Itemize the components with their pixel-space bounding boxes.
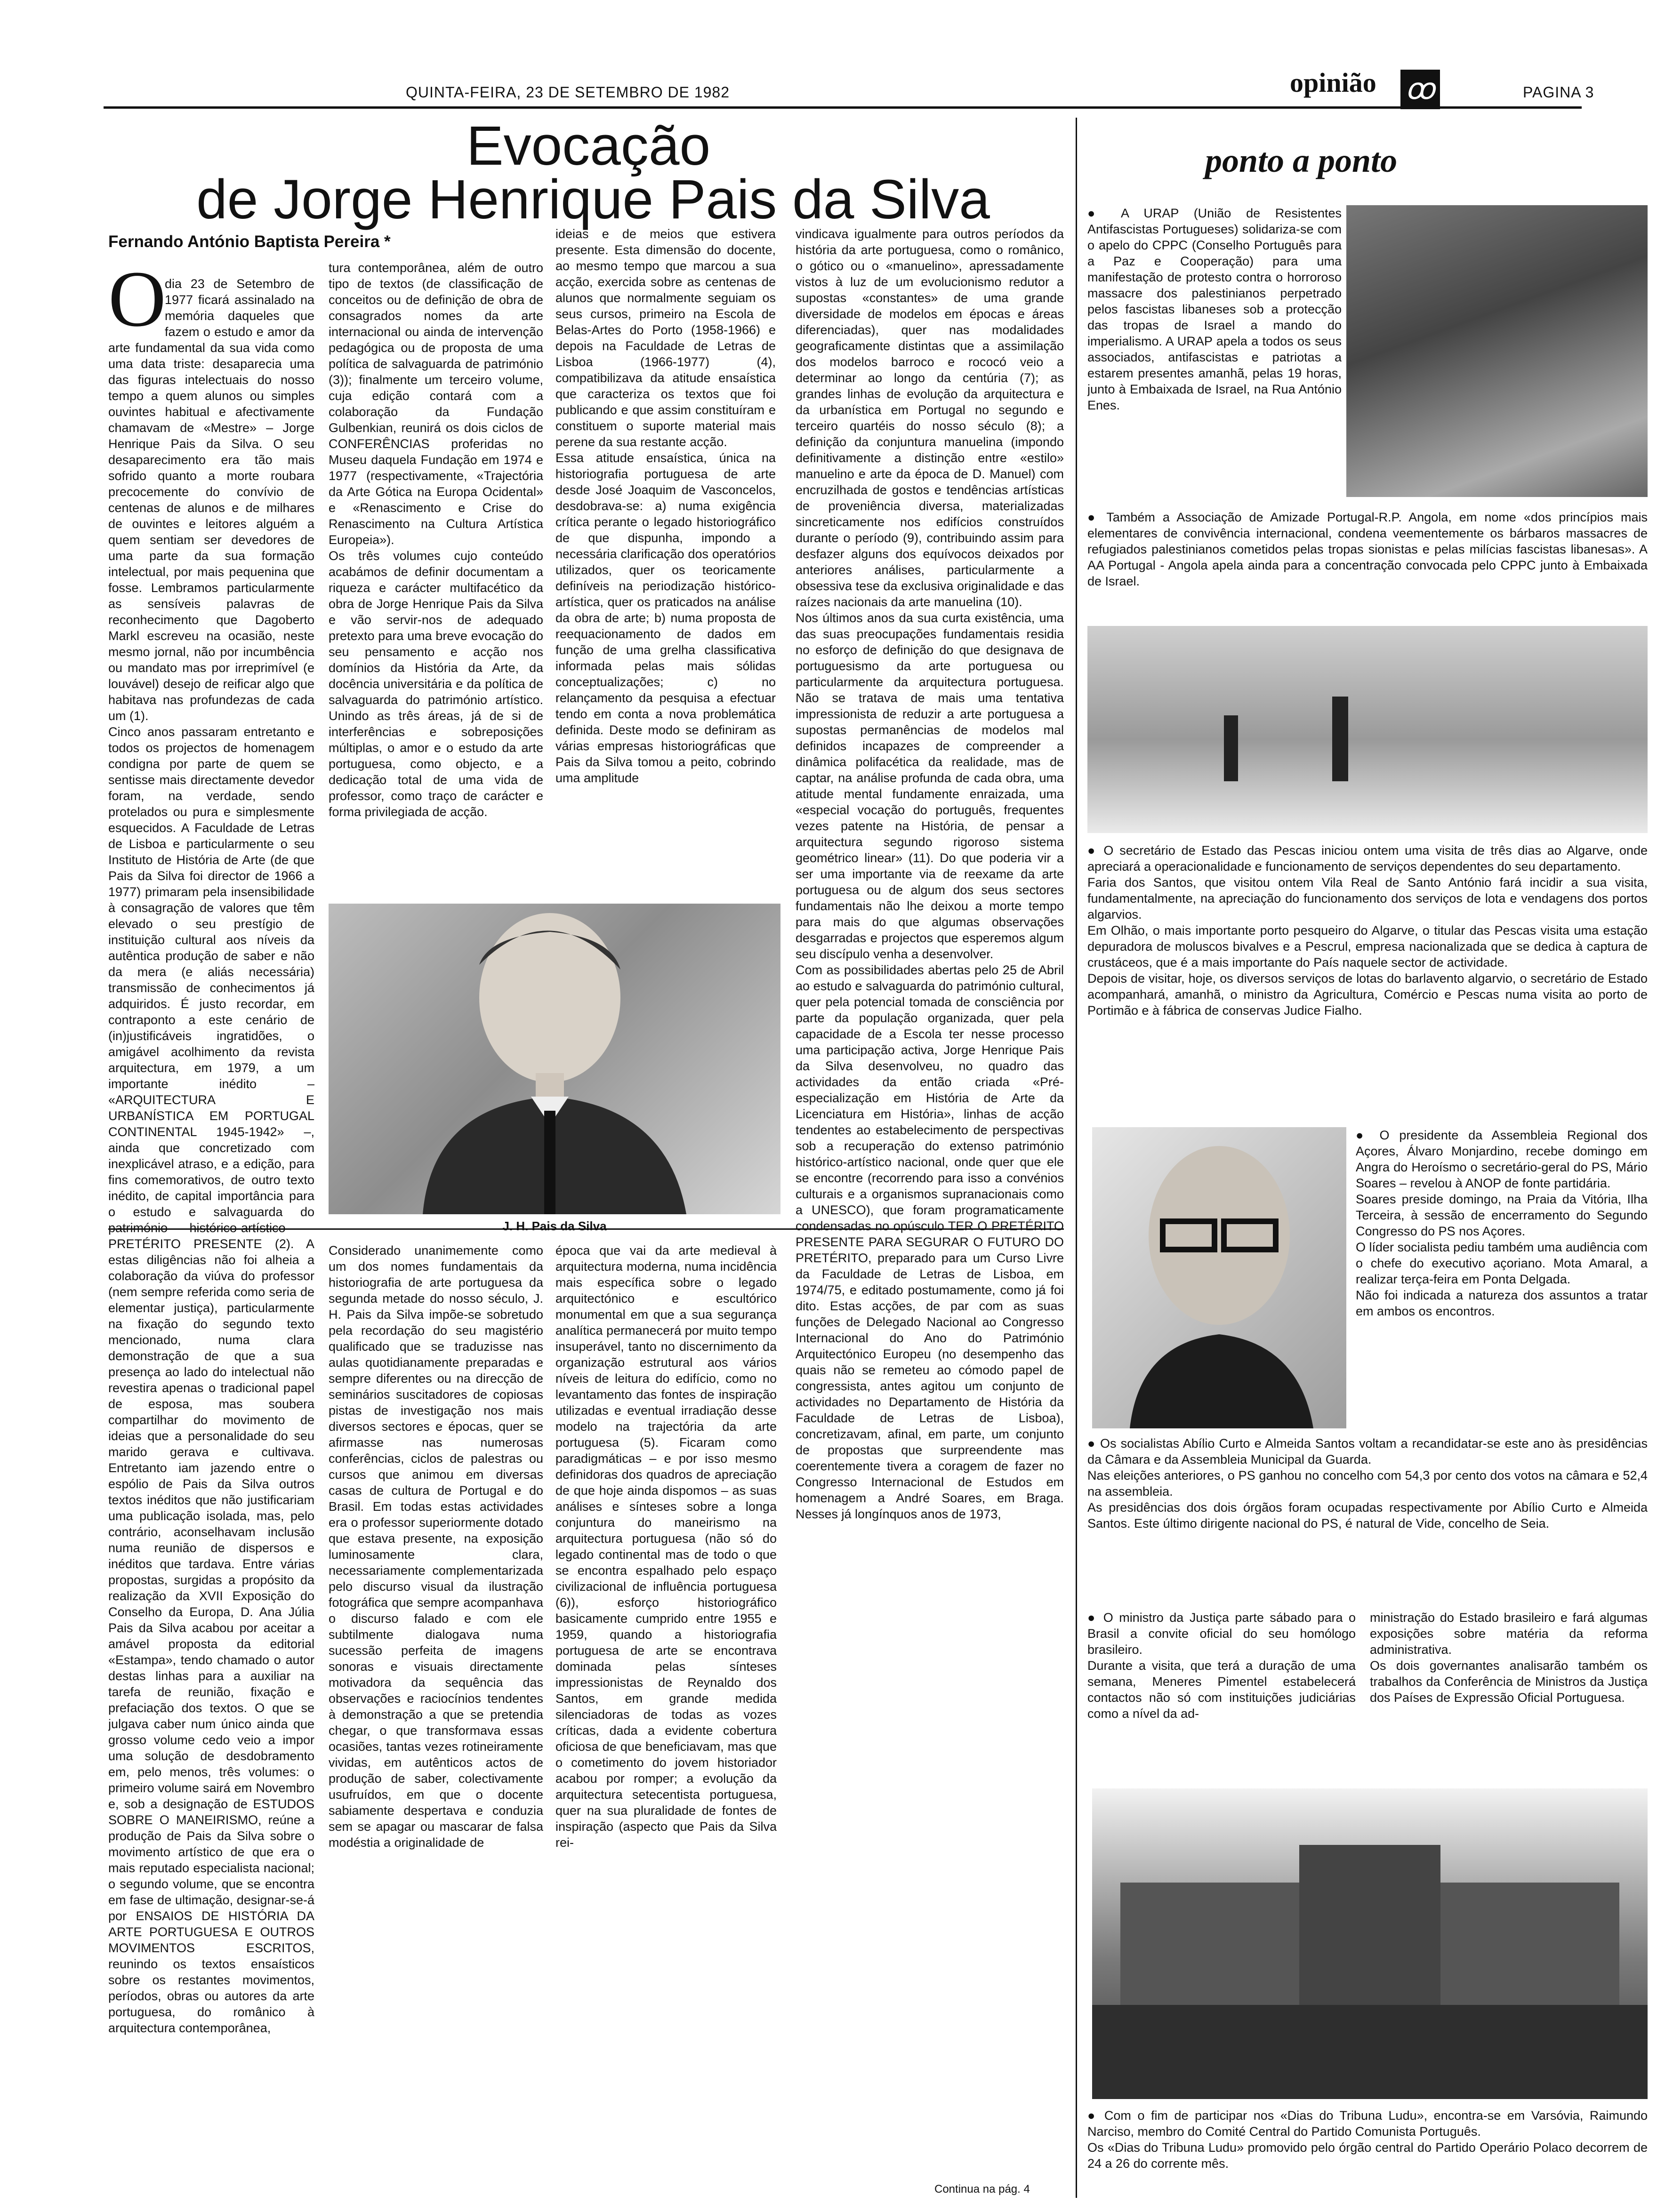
news-item-warsaw: ● Com o fim de participar nos «Dias do Tribuna Ludu», encontra-se em Varsóvia, Raimundo Narciso, membro do Comité Central do Partido Comunista Português. Os «Dias do Tribuna Ludu» promovido pelo órgão central do Partido Operário Polaco decorrem de 24 a 26 do corrente mês.	[1087, 2108, 1648, 2202]
article-column-3: ideias e de meios que estivera presente. Esta dimensão do docente, ao mesmo tempo que marcou a sua acção, exercida sobre as centenas de alunos que normalmente seguiam os seus cursos, primeiro na Escola de Belas-Artes do Porto (1958-1966) e depois na Faculdade de Letras de Lisboa (1966-1977) (4), compatibilizava da atitude ensaística que caracteriza os textos que foi publicando e que assim constituíram e constituem o suporte material mais perene da sua restante acção. Essa atitude ensaística, única na historiografia portuguesa de arte desde José Joaquim de Vasconcelos, desdobrava-se: a) numa exigência crítica perante o legado historiográfico de que dispunha, impondo a necessária clarificação dos operatórios utilizados, quer os teoricamente definíveis na periodização histórico-artística, quer os praticados na análise da obra de arte; b) numa proposta de reequacionamento de dados em função de uma grelha classificativa informada pelas mais sólidas conceptualizações; c) no relançamento da pesquisa a efectuar tendo em conta a nova problemática definida. Deste modo se definiram as várias empresas historiográficas que Pais da Silva tomou a peito, cobrindo uma amplitude	[555, 227, 776, 785]
article-column-2: tura contemporânea, além de outro tipo de textos (de classificação de conceitos ou de definição de obra de consagrados nomes da arte internacional ou ainda de intervenção pedagógica ou de proposta de uma política de salvaguarda de património (3)); finalmente um terceiro volume, cuja edição contará com a colaboração da Fundação Gulbenkian, reunirá os dois ciclos de CONFERÊNCIAS proferidas no Museu daquela Fundação em 1974 e 1977 (respectivamente, «Trajectória da Arte Gótica na Europa Ocidental» e «Renascimento e Crise do Renascimento na Cultura Artística Europeia»). Os três volumes cujo conteúdo acabámos de definir documentam a riqueza e carácter multifacético da obra de Jorge Henrique Pais da Silva e vão servir-nos de adequado pretexto para uma breve evocação do seu pensamento e acção nos domínios da História da Arte, da docência universitária e da política de salvaguarda do património artístico. Unindo as três áreas, já de si de interferências e sobreposições múltiplas, o amor e o estudo da arte portuguesa, como objecto, e a dedicação total de uma vida de professor, como traço de carácter e forma privilegiada de acção.	[329, 261, 543, 819]
portrait-photo	[329, 904, 780, 1214]
palace-illustration	[1092, 1788, 1648, 2099]
article-title-line1: Evocação	[466, 115, 711, 177]
issue-date: QUINTA-FEIRA, 23 DE SETEMBRO DE 1982	[406, 84, 730, 101]
news-item-justice-minister: ● O ministro da Justiça parte sábado para o Brasil a convite oficial do seu homólogo brasileiro. Durante a visita, que terá a duração de uma semana, Meneres Pimentel estabelecerá contactos não só com instituições judiciárias como a nível da ad-	[1087, 1610, 1356, 1779]
fishermen-illustration	[1087, 626, 1648, 833]
header-rule	[104, 106, 1582, 109]
news-item-urap: ● A URAP (União de Resistentes Antifascistas Portugueses) solidariza-se com o apelo do CPPC (Conselho Português para a Paz e Cooperação) para uma manifestação de protesto contra o horroroso massacre dos palestinianos perpetrado pelos fascistas libaneses sob a protecção das tropas de Israel a mando do imperialismo. A URAP apela a todos os seus associados, antifascistas e patriotas a estarem presentes amanhã, pelas 19 horas, junto à Embaixada de Israel, na Rua António Enes.	[1087, 205, 1342, 511]
article-byline: Fernando António Baptista Pereira *	[108, 232, 391, 251]
article-column-3-bottom: época que vai da arte medieval à arquitectura moderna, numa incidência mais específica sobre o legado arquitectónico e escultórico monumental em que a sua segurança analítica permanecerá por muito tempo insuperável, tanto no discernimento da organização estrutural aos vários níveis de leitura do edifício, como no levantamento das fontes de inspiração utilizadas e eventual irradiação desse modelo na trajectória da arte portuguesa (5). Ficaram como paradigmáticas – e por isso mesmo definidoras dos quadros de apreciação de que hoje ainda dispomos – as suas análises e sínteses sobre a longa conjuntura do maneirismo na arquitectura portuguesa (não só do legado continental mas de todo o que se encontra espalhado pelo espaço civilizacional de influência portuguesa (6)), esforço historiográfico basicamente cumprido entre 1955 e 1959, quando a historiografia portuguesa de arte se encontrava dominada pelas sínteses impressionistas de Reynaldo dos Santos, em grande medida silenciadoras de todas as vozes críticas, dada a evidente cobertura oficiosa de que beneficiavam, mas que o cometimento do jovem historiador acabou por romper; a evolução da arquitectura setecentista portuguesa, quer na sua pluralidade de fontes de inspiração (aspecto que Pais da Silva rei-	[555, 1243, 777, 1850]
sidebar-divider	[1076, 118, 1077, 2198]
newspaper-logo-icon: ꝏ	[1400, 70, 1440, 109]
article-column-4: vindicava igualmente para outros períodos da história da arte portuguesa, como o românico, o gótico ou o «manuelino», apressadamente vistos à luz de um evolucionismo redutor a supostas «constantes» de uma grande diversidade de modelos em épocas e áreas diferenciadas), quer nas modalidades geograficamente distintas que a assimilação dos modelos barroco e rococó veio a determinar ao longo da centúria (7); as grandes linhas de evolução da arquitectura e da urbanística em Portugal no segundo e terceiro quartéis do nosso século (8); a definição da conjuntura manuelina (impondo definitivamente a distinção entre «estilo» manuelino e arte da época de D. Manuel) com encruzilhada de gostos e tendências artísticas de proveniência diversa, materializadas sincreticamente nos edifícios construídos durante o período (9), contribuindo assim para desfazer alguns dos equívocos deixados por anteriores análises, particularmente a obsessiva tese da exclusiva originalidade e das raízes nacionais da arte manuelina (10). Nos últimos anos da sua curta existência, uma das suas preocupações fundamentais residia no esforço de definição do que designava de portuguesismo da arte portuguesa ou particularmente da arquitectura portuguesa. Não se tratava de mais uma tentativa impressionista de reduzir a arte portuguesa a supostas permanências de modelos mal definidos incapazes de compreender a dinâmica polifacética da realidade, mas de captar, na análise profunda de cada obra, uma atitude mental fundamente enraizada, uma «especial vocação do português, frequentes vezes patente na História, de pensar a arquitectura segundo rigoroso sistema geométrico linear» (11). Do que poderia vir a ser uma importante via de reexame da arte portuguesa ou de algum dos seus sectores fundamentais não lhe deixou a morte tempo para mais do que algumas observações desgarradas e projectos que esperemos algum seu discípulo venha a desenvolver. Com as possibilidades abertas pelo 25 de Abril ao estudo e salvaguarda do património cultural, quer pela potencial tomada de consciência por parte da população organizada, quer pela capacidade de a Escola ter nesse processo uma participação activa, Jorge Henrique Pais da Silva desenvolveu, no quadro das actividades da então criada «Pré-especialização em História de Arte da Licenciatura em História», linhas de acção tendentes ao estabelecimento de perspectivas sob a recuperação do extenso património histórico-artístico nacional, onde quer que ele se encontre (recorrendo para isso a convénios culturais e a organismos supranacionais como a UNESCO), que foram programaticamente condensadas no opúsculo TER O PRETÉRITO PRESENTE PARA SEGURAR O FUTURO DO PRETÉRITO, preparado para um Curso Livre da Faculdade de Letras de Lisboa, em 1974/75, e editado postumamente, como já foi dito. Estas acções, de par com as suas funções de Delegado Nacional ao Congresso Internacional do Ano do Património Arquitectónico Europeu (no desempenho das quais não se remeteu ao cómodo papel de congressista, antes agitou um conjunto de actividades no Departamento de História da Faculdade de Letras de Lisboa), concretizavam, afinal, em parte, um conjunto de propostas que surpreendente mas coerentemente tivera a coragem de fazer no Congresso Internacional de Estudos em homenagem a André Soares, em Braga. Nesses já longínquos anos de 1973,	[796, 227, 1064, 1521]
drop-cap: O	[108, 255, 166, 343]
article-column-2-bottom: Considerado unanimemente como um dos nomes fundamentais da historiografia de arte portuguesa da segunda metade do nosso século, J. H. Pais da Silva impõe-se sobretudo pela recordação do seu magistério qualificado que se traduzisse nas aulas quotidianamente preparadas e sempre diferentes ou na direcção de seminários suscitadores de copiosas pistas de investigação nos mais diversos sectores e épocas, quer se afirmasse nas numerosas conferências, ciclos de palestras ou cursos que animou em diversas casas de cultura de Portugal e do Brasil. Em todas estas actividades era o professor superiormente dotado que estava presente, na exposição luminosamente clara, necessariamente complementarizada pelo discurso visual da ilustração fotográfica que sempre acompanhava o discurso falado e com ele subtilmente dialogava numa sucessão perfeita de imagens sonoras e visuais directamente motivadora da sequência das observações e raciocínios tendentes à demonstração a que se pretendia chegar, o que transformava essas ocasiões, tantas vezes rotineiramente vividas, em autênticos actos de produção de saber, colectivamente usufruídos, em que o docente sabiamente despertava e conduzia sem se apagar ou mascarar de falsa modéstia a originalidade de	[329, 1243, 543, 1850]
photo-caption: J. H. Pais da Silva	[502, 1219, 607, 1233]
portrait-illustration	[329, 904, 780, 1214]
news-item-angola-association: ● Também a Associação de Amizade Portugal-R.P. Angola, em nome «dos princípios mais elementares de convivência internacional, condena veementemente os bárbaros massacres de refugiados palestinianos cometidos pelas tropas sionistas e pelas milícias fascistas libanesas». A AA Portugal - Angola apela ainda para a concentração convocada pelo CPPC junto à Embaixada de Israel.	[1087, 509, 1648, 613]
politician-illustration	[1092, 1127, 1346, 1428]
sidebar-title: ponto a ponto	[1205, 142, 1398, 179]
news-item-azores: ● O presidente da Assembleia Regional dos Açores, Álvaro Monjardino, recebe domingo em Angra do Heroísmo o secretário-geral do PS, Mário Soares – revelou à ANOP de fonte partidária. Soares preside domingo, na Praia da Vitória, Ilha Terceira, à sessão de encerramento do Segundo Congresso do PS nos Açores. O líder socialista pediu também uma audiência com o chefe do executivo açoriano. Mota Amaral, a realizar terça-feira em Ponta Delgada. Não foi indicada a natureza dos assuntos a tratar em ambos os encontros.	[1356, 1127, 1648, 1428]
fishing-photo	[1087, 626, 1648, 833]
article-title-line2: de Jorge Henrique Pais da Silva	[196, 168, 990, 231]
section-title: opinião	[1290, 67, 1376, 98]
news-item-fisheries: ● O secretário de Estado das Pescas iniciou ontem uma visita de três dias ao Algarve, onde apreciará a operacionalidade e funcionamento de serviços dependentes do seu departamento. Faria dos Santos, que visitou ontem Vila Real de Santo António fará incidir a sua visita, fundamentalmente, na apreciação do funcionamento dos serviços de lota e vendagens dos portos algarvios. Em Olhão, o mais importante porto pesqueiro do Algarve, o titular das Pescas visita uma estação depuradora de moluscos bivalves e a Pescrul, empresa nacionalizada que se dedica à captura de crustáceos, que é a mais importante do País naquele sector de actividade. Depois de visitar, hoje, os diversos serviços de lotas do barlavento algarvio, o secretário de Estado acompanhará, amanhã, o ministro da Agricultura, Comércio e Pescas numa visita ao porto de Portimão e à fábrica de conservas Judice Fialho.	[1087, 842, 1648, 1120]
column-1-text: dia 23 de Setembro de 1977 ficará assinalado na memória daqueles que fazem o estudo e amor da arte fundamental da sua vida como uma data triste: desaparecia uma das figuras intelectuais do nosso tempo a quem alunos ou simples ouvintes habitual e afectivamente chamavam de «Mestre» – Jorge Henrique Pais da Silva. O seu desaparecimento era tão mais sofrido quanto a morte roubara precocemente do convívio de centenas de alunos e de milhares de ouvintes e leitores alguém a quem sentiam ser devedores de uma parte da sua formação intelectual, por mais pequenina que fosse. Lembramos particularmente as sensíveis palavras de reconhecimento que Dagoberto Markl escreveu na ocasião, neste mesmo jornal, não por incumbência ou mandato mas por irreprimível (e louvável) desejo de reificar algo que habitava nas profundezas de cada um (1). Cinco anos passaram entretanto e todos os projectos de homenagem condigna por parte de quem se sentisse mais directamente devedor foram, na verdade, sendo protelados ou pura e simplesmente esquecidos. A Faculdade de Letras de Lisboa e particularmente o seu Instituto de História de Arte (de que Pais da Silva foi director de 1966 a 1977) primaram pela insensibilidade à consagração de valores que têm elevado o seu prestígio de instituição cultural aos níveis da autêntica produção de saber e não da mera (e aliás necessária) transmissão de conhecimentos já adquiridos. É justo recordar, em contraponto a este cenário de (in)justificáveis ingratidões, o amigável acolhimento da revista arquitectura, em 1979, a um importante inédito – «ARQUITECTURA E URBANÍSTICA EM PORTUGAL CONTINENTAL 1945-1942» –, ainda que concretizado com inexplicável atraso, e a edição, para fins comemorativos, de outro texto inédito, de capital importância para o estudo e salvaguarda do património histórico-artístico – PRETÉRITO PRESENTE (2). A estas diligências não foi alheia a colaboração da viúva do professor (nem sempre referida como seria de elementar justiça), particularmente na fixação do segundo texto mencionado, numa clara demonstração de que a sua presença ao lado do intelectual não revestira apenas o tradicional papel de esposa, mas soubera compartilhar do movimento de ideias que a personalidade do seu marido gerava e cultivava. Entretanto iam jazendo entre o espólio de Pais da Silva outros textos inéditos que não justificariam uma publicação isolada, mas, pelo contrário, aconselhavam inclusão numa reunião de dispersos e inéditos que tardava. Entre várias propostas, surgidas a propósito da realização da XVII Exposição do Conselho da Europa, D. Ana Júlia Pais da Silva acabou por aceitar a amável proposta da editorial «Estampa», tendo chamado o autor destas linhas para a auxiliar na tarefa de reunião, fixação e prefaciação dos textos. O que se julgava caber num único ainda que grosso volume cedo veio a impor uma solução de desdobramento em, pelo menos, três volumes: o primeiro volume sairá em Novembro e, sob a designação de ESTUDOS SOBRE O MANEIRISMO, reúne a produção de Pais da Silva sobre o movimento artístico de que era o mais reputado especialista nacional; o segundo volume, que se encontra em fase de ultimação, designar-se-á por ENSAIOS DE HISTÓRIA DA ARTE PORTUGUESA E OUTROS MOVIMENTOS ESCRITOS, reunindo os textos ensaísticos sobre os restantes movimentos, períodos, obras ou autores da arte portuguesa, do românico à arquitectura contemporânea,	[108, 277, 314, 2035]
drop-cap-spacer	[108, 276, 165, 340]
page-number: PAGINA 3	[1523, 84, 1594, 101]
continued-notice: Continua na pág. 4	[934, 2183, 1030, 2196]
news-item-justice-minister-cont: ministração do Estado brasileiro e fará algumas exposições sobre matéria da reforma administrativa. Os dois governantes analisarão também os trabalhos da Conferência de Ministros da Justiça dos Países de Expressão Oficial Portuguesa.	[1370, 1611, 1648, 1705]
news-item-guarda: ● Os socialistas Abílio Curto e Almeida Santos voltam a recandidatar-se este ano às presidências da Câmara e da Assembleia Municipal da Guarda. Nas eleições anteriores, o PS ganhou no concelho com 54,3 por cento dos votos na câmara e 52,4 na assembleia. As presidências dos dois órgãos foram ocupadas respectivamente por Abílio Curto e Almeida Santos. Este último dirigente nacional do PS, é natural de Vide, concelho de Seia.	[1087, 1435, 1648, 1605]
politician-photo	[1092, 1127, 1346, 1428]
article-column-1	[108, 255, 314, 2194]
massacre-photo	[1346, 205, 1648, 497]
palace-photo	[1092, 1788, 1648, 2099]
